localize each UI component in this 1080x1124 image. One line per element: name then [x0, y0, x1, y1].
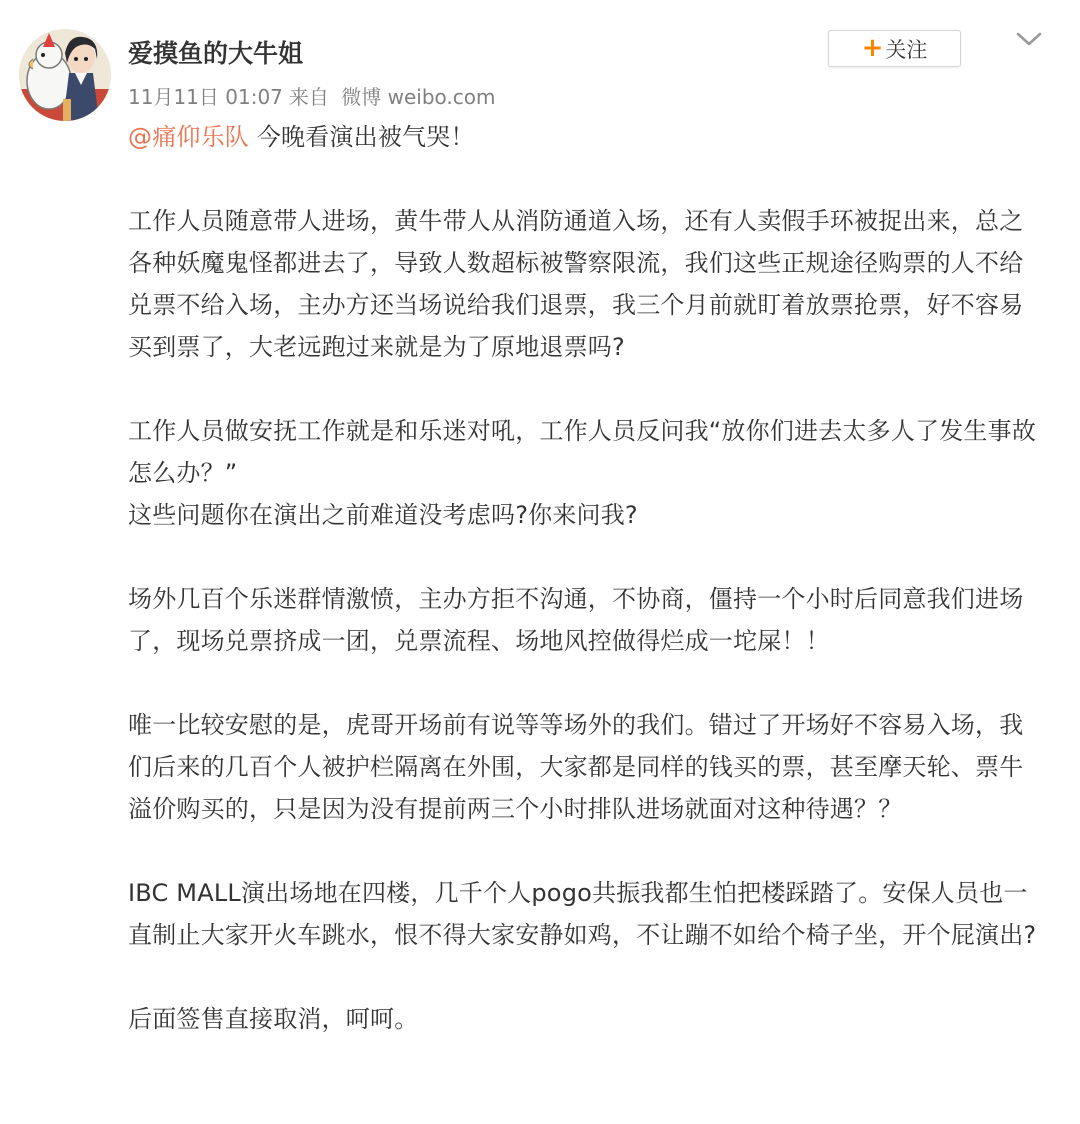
plus-icon: + — [861, 32, 884, 63]
paragraph: 工作人员随意带人进场，黄牛带人从消防通道入场，还有人卖假手环被捉出来，总之各种妖魔鬼怪都进去了，导致人数超标被警察限流，我们这些正规途径购票的人不给兑票不给入场，主办方还当场说给我们退票，我三个月前就盯着放票抢票，好不容易买到票了，大老远跑过来就是为了原地退票吗? — [128, 207, 1024, 361]
paragraph: 唯一比较安慰的是，虎哥开场前有说等等场外的我们。错过了开场好不容易入场，我们后来的几百个人被护栏隔离在外围，大家都是同样的钱买的票，甚至摩天轮、票牛溢价购买的，只是因为没有提前两三个小时排队进场就面对这种待遇？？ — [128, 711, 1024, 823]
follow-button[interactable] — [828, 30, 961, 67]
chevron-down-svg — [1014, 30, 1044, 50]
paragraph: 场外几百个乐迷群情激愤，主办方拒不沟通，不协商，僵持一个小时后同意我们进场了，现场兑票挤成一团，兑票流程、场地风控做得烂成一坨屎！！ — [128, 585, 1024, 655]
post-headline — [128, 116, 1038, 158]
post-content — [128, 116, 1038, 1082]
chevron-down-icon[interactable] — [1014, 30, 1044, 50]
follow-label: 关注 — [885, 37, 928, 62]
source-prefix: 来自 — [288, 85, 329, 109]
paragraph: IBC MALL演出场地在四楼，几千个人pogo共振我都生怕把楼踩踏了。安保人员也一直制止大家开火车跳水，恨不得大家安静如鸡，不让蹦不如给个椅子坐，开个屁演出? — [128, 879, 1037, 949]
paragraph: 后面签售直接取消，呵呵。 — [128, 1005, 419, 1033]
username[interactable]: 爱摸鱼的大牛姐 — [128, 39, 304, 68]
avatar-illustration — [19, 29, 111, 121]
mention-link[interactable]: @痛仰乐队 — [128, 123, 249, 151]
paragraph: 工作人员做安抚工作就是和乐迷对吼，工作人员反问我“放你们进去太多人了发生事故怎么办？” — [128, 417, 1037, 487]
headline-text: 今晚看演出被气哭！ — [249, 123, 475, 151]
post-meta — [128, 82, 502, 112]
paragraph: 这些问题你在演出之前难道没考虑吗?你来问我? — [128, 501, 638, 529]
user-avatar[interactable] — [19, 29, 111, 121]
post-source: 微博 weibo.com — [341, 85, 496, 109]
post-timestamp[interactable]: 11月11日 01:07 — [128, 85, 283, 109]
